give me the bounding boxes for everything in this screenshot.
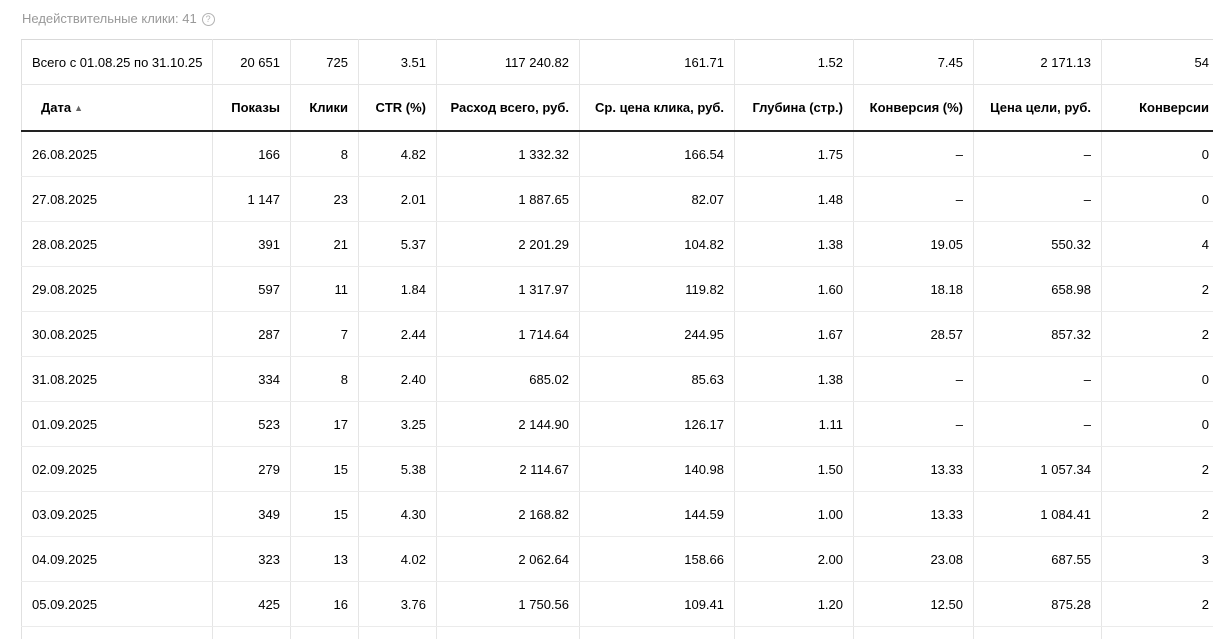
invalid-clicks-info	[22, 10, 215, 28]
column-header-date[interactable]	[22, 85, 213, 132]
cell-conversion-rate: –	[854, 131, 974, 177]
cell-conversions: 2	[1102, 492, 1213, 537]
cell-clicks: 21	[291, 222, 359, 267]
cell-date: 26.08.2025	[22, 131, 213, 177]
table-row	[22, 582, 1213, 627]
cell-goal-cost: 857.32	[974, 312, 1102, 357]
cell-impressions: 349	[213, 492, 291, 537]
cell-impressions: 334	[213, 357, 291, 402]
cell-conversions: 2	[1102, 582, 1213, 627]
cell-ctr: 4.02	[359, 537, 437, 582]
cell-impressions: 391	[213, 222, 291, 267]
cell-conversion-rate: 18.18	[854, 267, 974, 312]
table-row	[22, 267, 1213, 312]
total-spend: 117 240.82	[437, 40, 580, 85]
table-row	[22, 131, 1213, 177]
table-row	[22, 537, 1213, 582]
cell-avg-cpc: 119.82	[580, 267, 735, 312]
cell-goal-cost: 1 057.34	[974, 447, 1102, 492]
cell-impressions: 597	[213, 267, 291, 312]
table-row	[22, 447, 1213, 492]
cell-ctr: 3.25	[359, 402, 437, 447]
cell-ctr: 4.30	[359, 492, 437, 537]
column-header-ctr[interactable]: CTR (%)	[359, 85, 437, 132]
cell-conversion-rate	[854, 627, 974, 639]
total-avg-cpc: 161.71	[580, 40, 735, 85]
total-impressions: 20 651	[213, 40, 291, 85]
cell-goal-cost: 875.28	[974, 582, 1102, 627]
column-header-depth[interactable]: Глубина (стр.)	[735, 85, 854, 132]
column-header-goal-cost[interactable]: Цена цели, руб.	[974, 85, 1102, 132]
cell-impressions: 323	[213, 537, 291, 582]
cell-avg-cpc: 244.95	[580, 312, 735, 357]
cell-date: 29.08.2025	[22, 267, 213, 312]
cell-goal-cost: –	[974, 131, 1102, 177]
total-clicks: 725	[291, 40, 359, 85]
cell-impressions	[213, 627, 291, 639]
table-row	[22, 627, 1213, 639]
cell-conversions: 0	[1102, 402, 1213, 447]
cell-avg-cpc: 104.82	[580, 222, 735, 267]
cell-impressions: 287	[213, 312, 291, 357]
table-row	[22, 177, 1213, 222]
cell-conversion-rate: 12.50	[854, 582, 974, 627]
cell-conversions: 0	[1102, 131, 1213, 177]
cell-ctr: 4.82	[359, 131, 437, 177]
cell-conversion-rate: –	[854, 357, 974, 402]
cell-avg-cpc: 109.41	[580, 582, 735, 627]
cell-spend: 2 114.67	[437, 447, 580, 492]
cell-ctr: 2.01	[359, 177, 437, 222]
total-ctr: 3.51	[359, 40, 437, 85]
cell-conversions: 2	[1102, 447, 1213, 492]
cell-date: 31.08.2025	[22, 357, 213, 402]
cell-clicks: 7	[291, 312, 359, 357]
statistics-table	[21, 39, 1213, 639]
cell-goal-cost: –	[974, 357, 1102, 402]
cell-goal-cost: 1 084.41	[974, 492, 1102, 537]
cell-clicks: 15	[291, 492, 359, 537]
cell-spend: 2 062.64	[437, 537, 580, 582]
cell-spend: 2 144.90	[437, 402, 580, 447]
question-circle-icon[interactable]: ?	[202, 13, 215, 26]
total-conversions: 54	[1102, 40, 1213, 85]
cell-date: 28.08.2025	[22, 222, 213, 267]
table-row	[22, 222, 1213, 267]
cell-conversion-rate: 13.33	[854, 447, 974, 492]
cell-conversion-rate: –	[854, 177, 974, 222]
cell-avg-cpc: 85.63	[580, 357, 735, 402]
cell-ctr: 3.76	[359, 582, 437, 627]
cell-goal-cost	[974, 627, 1102, 639]
statistics-table-container	[21, 39, 1213, 639]
cell-goal-cost: –	[974, 177, 1102, 222]
cell-avg-cpc: 140.98	[580, 447, 735, 492]
column-header-impressions[interactable]: Показы	[213, 85, 291, 132]
cell-conversions: 4	[1102, 222, 1213, 267]
cell-ctr: 2.44	[359, 312, 437, 357]
cell-clicks: 16	[291, 582, 359, 627]
cell-depth: 1.50	[735, 447, 854, 492]
cell-clicks: 17	[291, 402, 359, 447]
cell-avg-cpc: 126.17	[580, 402, 735, 447]
cell-depth: 1.00	[735, 492, 854, 537]
column-header-spend[interactable]: Расход всего, руб.	[437, 85, 580, 132]
cell-date: 01.09.2025	[22, 402, 213, 447]
cell-depth: 2.00	[735, 537, 854, 582]
cell-depth: 1.67	[735, 312, 854, 357]
cell-date: 05.09.2025	[22, 582, 213, 627]
cell-depth: 1.20	[735, 582, 854, 627]
cell-goal-cost: 550.32	[974, 222, 1102, 267]
cell-avg-cpc: 158.66	[580, 537, 735, 582]
cell-conversion-rate: 28.57	[854, 312, 974, 357]
column-header-conversions[interactable]: Конверсии	[1102, 85, 1213, 132]
cell-clicks: 15	[291, 447, 359, 492]
table-row	[22, 492, 1213, 537]
cell-conversion-rate: 23.08	[854, 537, 974, 582]
cell-clicks: 11	[291, 267, 359, 312]
cell-depth: 1.60	[735, 267, 854, 312]
cell-impressions: 279	[213, 447, 291, 492]
column-header-avg-cpc[interactable]: Ср. цена клика, руб.	[580, 85, 735, 132]
cell-avg-cpc: 166.54	[580, 131, 735, 177]
cell-clicks: 8	[291, 357, 359, 402]
total-conversion-rate: 7.45	[854, 40, 974, 85]
cell-conversions: 2	[1102, 267, 1213, 312]
cell-ctr: 1.84	[359, 267, 437, 312]
cell-spend: 2 168.82	[437, 492, 580, 537]
cell-spend	[437, 627, 580, 639]
cell-conversions: 0	[1102, 177, 1213, 222]
invalid-clicks-label: Недействительные клики: 41	[22, 11, 197, 26]
cell-date	[22, 627, 213, 639]
cell-conversions: 0	[1102, 357, 1213, 402]
cell-date: 02.09.2025	[22, 447, 213, 492]
cell-spend: 2 201.29	[437, 222, 580, 267]
cell-ctr: 2.40	[359, 357, 437, 402]
cell-impressions: 523	[213, 402, 291, 447]
cell-clicks: 13	[291, 537, 359, 582]
cell-spend: 1 887.65	[437, 177, 580, 222]
cell-goal-cost: 658.98	[974, 267, 1102, 312]
cell-depth	[735, 627, 854, 639]
cell-goal-cost: 687.55	[974, 537, 1102, 582]
sort-ascending-icon: ▲	[74, 103, 84, 113]
cell-ctr: 5.37	[359, 222, 437, 267]
cell-goal-cost: –	[974, 402, 1102, 447]
cell-spend: 685.02	[437, 357, 580, 402]
total-depth: 1.52	[735, 40, 854, 85]
cell-ctr	[359, 627, 437, 639]
cell-conversion-rate: 19.05	[854, 222, 974, 267]
cell-impressions: 425	[213, 582, 291, 627]
cell-conversions	[1102, 627, 1213, 639]
cell-avg-cpc: 144.59	[580, 492, 735, 537]
cell-conversion-rate: 13.33	[854, 492, 974, 537]
column-header-conversion-rate[interactable]: Конверсия (%)	[854, 85, 974, 132]
cell-clicks	[291, 627, 359, 639]
cell-spend: 1 714.64	[437, 312, 580, 357]
cell-depth: 1.75	[735, 131, 854, 177]
cell-impressions: 1 147	[213, 177, 291, 222]
cell-avg-cpc: 82.07	[580, 177, 735, 222]
total-goal-cost: 2 171.13	[974, 40, 1102, 85]
cell-date: 30.08.2025	[22, 312, 213, 357]
totals-label: Всего с 01.08.25 по 31.10.25	[22, 40, 213, 85]
cell-clicks: 8	[291, 131, 359, 177]
cell-depth: 1.38	[735, 357, 854, 402]
cell-conversion-rate: –	[854, 402, 974, 447]
cell-spend: 1 317.97	[437, 267, 580, 312]
cell-date: 04.09.2025	[22, 537, 213, 582]
table-row	[22, 312, 1213, 357]
cell-depth: 1.48	[735, 177, 854, 222]
table-row	[22, 402, 1213, 447]
cell-spend: 1 332.32	[437, 131, 580, 177]
cell-depth: 1.11	[735, 402, 854, 447]
cell-date: 27.08.2025	[22, 177, 213, 222]
totals-row	[22, 40, 1213, 85]
header-row	[22, 85, 1213, 132]
cell-avg-cpc	[580, 627, 735, 639]
cell-conversions: 2	[1102, 312, 1213, 357]
cell-impressions: 166	[213, 131, 291, 177]
cell-clicks: 23	[291, 177, 359, 222]
cell-conversions: 3	[1102, 537, 1213, 582]
column-header-clicks[interactable]: Клики	[291, 85, 359, 132]
cell-ctr: 5.38	[359, 447, 437, 492]
cell-spend: 1 750.56	[437, 582, 580, 627]
column-header-date-label: Дата	[41, 100, 72, 115]
cell-date: 03.09.2025	[22, 492, 213, 537]
cell-depth: 1.38	[735, 222, 854, 267]
table-row	[22, 357, 1213, 402]
